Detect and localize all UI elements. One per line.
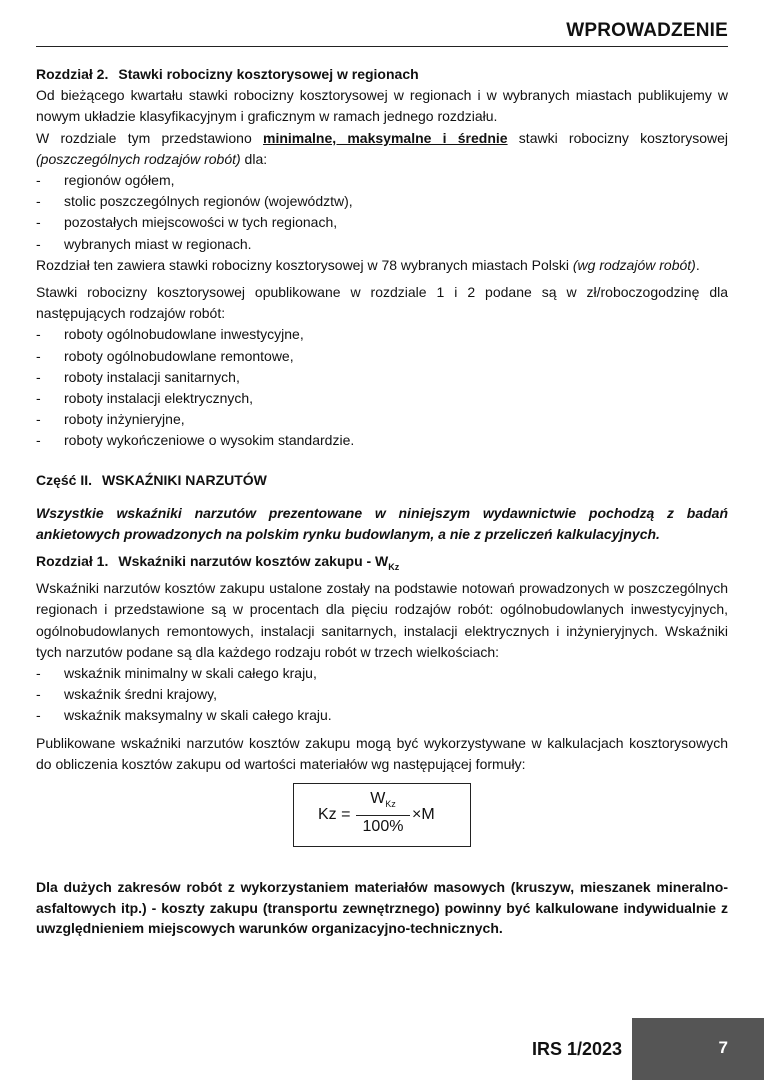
list-item [36, 170, 728, 191]
list-item-text: wskaźnik średni krajowy, [64, 686, 218, 703]
list-marker: - [36, 193, 41, 210]
page-content [36, 64, 728, 939]
paragraph [36, 128, 728, 170]
list-item [36, 409, 728, 430]
list-item [36, 212, 728, 233]
list-marker: - [36, 347, 41, 364]
list-item-text: roboty instalacji elektrycznych, [64, 390, 254, 407]
page-header [36, 18, 728, 47]
list-marker: - [36, 707, 41, 724]
section-heading-rozdzial-1 [36, 551, 728, 578]
list-item-text: roboty ogólnobudowlane remontowe, [64, 347, 294, 364]
list-marker: - [36, 172, 41, 189]
list-item [36, 367, 728, 388]
list-item [36, 705, 728, 726]
list-item [36, 430, 728, 451]
list-item-text: roboty instalacji sanitarnych, [64, 368, 240, 385]
list-item [36, 346, 728, 367]
issue-label: IRS 1/2023 [531, 1039, 622, 1059]
list-item-text: wskaźnik minimalny w skali całego kraju, [64, 665, 317, 682]
work-type-list [36, 324, 728, 451]
list-marker: - [36, 432, 41, 449]
list-marker: - [36, 390, 41, 407]
formula-numerator [356, 790, 410, 813]
fraction-line [356, 815, 410, 816]
list-marker: - [36, 665, 41, 682]
italic-text: (wg rodzajów robót) [572, 256, 696, 273]
list-item-text: roboty inżynieryjne, [64, 411, 185, 428]
list-marker: - [36, 235, 41, 252]
indicator-list [36, 663, 728, 727]
italic-text: (poszczególnych rodzajów robót) [36, 150, 241, 167]
list-item-text: wskaźnik maksymalny w skali całego kraju. [64, 707, 332, 724]
list-item [36, 684, 728, 705]
emphasis-text: minimalne, maksymalne i średnie [263, 129, 508, 146]
heading-text: Wskaźniki narzutów kosztów zakupu - W [118, 553, 389, 570]
text-run: dla: [240, 150, 268, 167]
part-heading-czesc-2 [36, 470, 728, 491]
list-item-text: roboty wykończeniowe o wysokim standardzie. [64, 432, 355, 449]
list-marker: - [36, 411, 41, 428]
header-title: WPROWADZENIE [566, 20, 728, 41]
text-run: W rozdziale tym przedstawiono [36, 129, 263, 146]
list-item-text: roboty ogólnobudowlane inwestycyjne, [64, 326, 304, 343]
list-item [36, 234, 728, 255]
emphasis-paragraph: Wszystkie wskaźniki narzutów prezentowane w niniejszym wydawnictwie pochodzą z badań ankietowych prowadzonych na polskim rynku budowlanym, a nie z przeliczeń kalkulacyjnych. [36, 504, 728, 543]
list-item-text: stolic poszczególnych regionów (województw), [64, 193, 353, 210]
paragraph [36, 255, 728, 276]
part-title: WSKAŹNIKI NARZUTÓW [102, 471, 267, 488]
heading-number: Rozdział 1. [36, 553, 109, 570]
formula-box [293, 783, 471, 847]
paragraph: Od bieżącego kwartału stawki robocizny kosztorysowej w regionach i w wybranych miastach publikujemy w nowym układzie klasyfikacyjnym i graficznym w ramach jednego rozdziału. [36, 87, 728, 125]
part-number: Część II. [36, 471, 93, 488]
formula-denominator: 100% [362, 818, 404, 836]
paragraph: Stawki robocizny kosztorysowej opublikowane w rozdziale 1 i 2 podane są w zł/roboczogodzinę dla następujących rodzajów robót: [36, 284, 728, 322]
list-marker: - [36, 326, 41, 343]
formula-fraction [356, 790, 410, 836]
page-number: 7 [718, 1038, 728, 1057]
list-marker: - [36, 368, 41, 385]
list-item [36, 388, 728, 409]
list-item-text: wybranych miast w regionach. [64, 235, 252, 252]
heading-text: Stawki robocizny kosztorysowej w regionach [118, 66, 419, 82]
list-marker: - [36, 686, 41, 703]
footer-page-tab [632, 1018, 764, 1080]
list-item-text: pozostałych miejscowości w tych regionach, [64, 214, 338, 231]
text-run: . [695, 256, 700, 273]
text-run: Rozdział ten zawiera stawki robocizny kosztorysowej w 78 wybranych miastach Polski [36, 256, 573, 273]
formula-numerator-subscript: Kz [385, 799, 396, 810]
list-marker: - [36, 214, 41, 231]
region-list [36, 170, 728, 255]
paragraph: Publikowane wskaźniki narzutów kosztów zakupu mogą być wykorzystywane w kalkulacjach kosztorysowych do obliczenia kosztów zakupu od wartości materiałów wg następującej formuły: [36, 734, 728, 772]
formula-numerator-symbol: W [370, 790, 386, 808]
formula-lhs: Kz = [318, 806, 351, 824]
section-heading-rozdzial-2 [36, 64, 728, 85]
formula-rhs: ×M [412, 806, 435, 824]
closing-paragraph: Dla dużych zakresów robót z wykorzystaniem materiałów masowych (kruszyw, mieszanek mineralno-asfaltowych itp.) - koszty zakupu (transportu zewnętrznego) powinny być kalkulowane indywidualnie z uwzględnieniem miejscowych warunków organizacyjno-technicznych. [36, 879, 728, 937]
list-item [36, 324, 728, 345]
paragraph: Wskaźniki narzutów kosztów zakupu ustalone zostały na podstawie notowań prowadzonych w poszczególnych regionach i przedstawione są w procentach dla pięciu rodzajów robót: ogólnobudowlanych inwestycyjnych, ogólnobudowlanych remontowych, instalacji sanitarnych, instalacji elektrycznych i inżynieryjnych. Wskaźniki tych narzutów podane są dla każdego rodzaju robót w trzech wielkościach: [36, 580, 728, 660]
list-item [36, 191, 728, 212]
text-run: stawki robocizny kosztorysowej [507, 129, 728, 146]
heading-number: Rozdział 2. [36, 66, 109, 82]
list-item-text: regionów ogółem, [64, 172, 175, 189]
list-item [36, 663, 728, 684]
heading-subscript: Kz [388, 562, 400, 573]
